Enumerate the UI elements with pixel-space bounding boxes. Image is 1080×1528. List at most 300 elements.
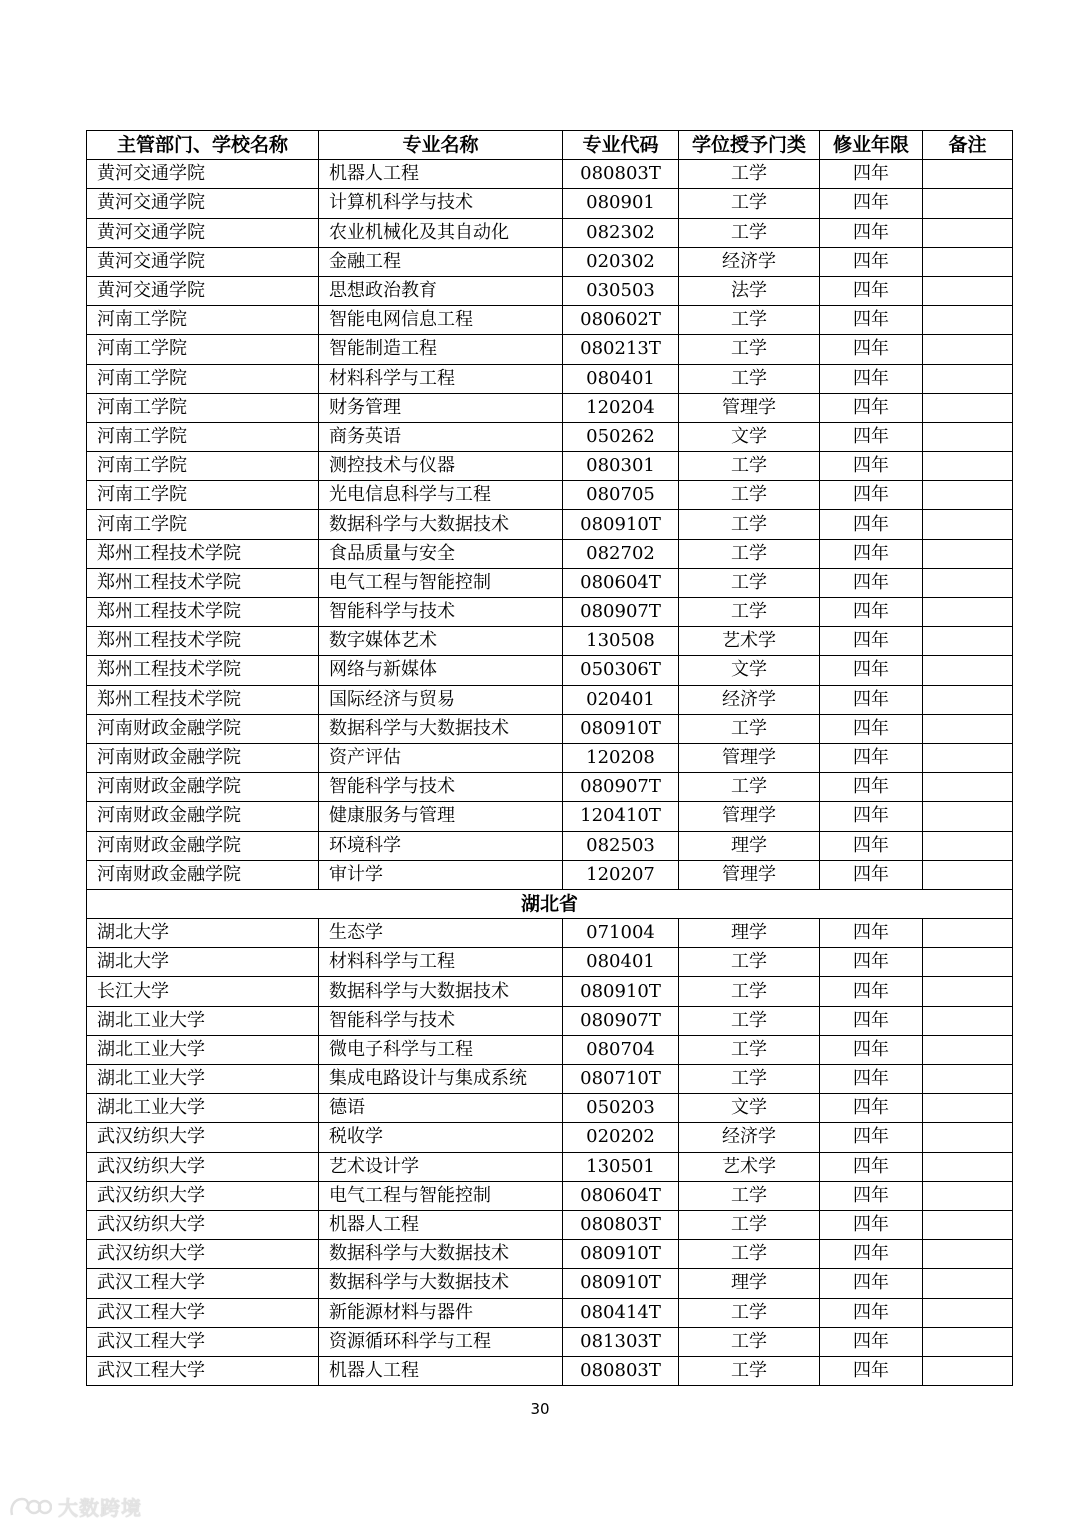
note-cell (923, 743, 1013, 772)
degree-cell: 工学 (679, 1181, 820, 1210)
degree-cell: 经济学 (679, 1123, 820, 1152)
years-cell: 四年 (820, 1006, 923, 1035)
school-cell: 武汉纺织大学 (87, 1123, 319, 1152)
school-cell: 河南工学院 (87, 364, 319, 393)
major-cell: 智能科学与技术 (319, 773, 563, 802)
major-cell: 新能源材料与器件 (319, 1298, 563, 1327)
years-cell: 四年 (820, 1123, 923, 1152)
province-row (87, 889, 1013, 918)
table-row (87, 1327, 1013, 1356)
degree-cell: 工学 (679, 364, 820, 393)
years-cell: 四年 (820, 1298, 923, 1327)
school-cell: 湖北大学 (87, 948, 319, 977)
major-cell: 数据科学与大数据技术 (319, 714, 563, 743)
school-cell: 郑州工程技术学院 (87, 598, 319, 627)
years-cell: 四年 (820, 656, 923, 685)
code-cell: 080704 (563, 1035, 679, 1064)
note-cell (923, 1006, 1013, 1035)
note-cell (923, 1210, 1013, 1239)
years-cell: 四年 (820, 919, 923, 948)
major-cell: 税收学 (319, 1123, 563, 1152)
years-cell: 四年 (820, 831, 923, 860)
note-cell (923, 510, 1013, 539)
note-cell (923, 1181, 1013, 1210)
major-cell: 财务管理 (319, 393, 563, 422)
major-cell: 智能制造工程 (319, 335, 563, 364)
school-cell: 河南财政金融学院 (87, 743, 319, 772)
code-cell: 080907T (563, 773, 679, 802)
degree-cell: 工学 (679, 335, 820, 364)
note-cell (923, 1152, 1013, 1181)
majors-table (86, 130, 1013, 1386)
code-cell: 071004 (563, 919, 679, 948)
school-cell: 湖北工业大学 (87, 1035, 319, 1064)
table-row (87, 656, 1013, 685)
major-cell: 光电信息科学与工程 (319, 481, 563, 510)
code-cell: 050203 (563, 1094, 679, 1123)
degree-cell: 管理学 (679, 802, 820, 831)
degree-cell: 工学 (679, 218, 820, 247)
province-section (87, 889, 1013, 918)
header-school: 主管部门、学校名称 (87, 131, 319, 160)
years-cell: 四年 (820, 510, 923, 539)
code-cell: 082702 (563, 539, 679, 568)
note-cell (923, 656, 1013, 685)
years-cell: 四年 (820, 743, 923, 772)
major-cell: 数据科学与大数据技术 (319, 1269, 563, 1298)
code-cell: 082302 (563, 218, 679, 247)
school-cell: 郑州工程技术学院 (87, 627, 319, 656)
province-name: 湖北省 (87, 889, 1013, 918)
school-cell: 湖北工业大学 (87, 1094, 319, 1123)
logo-icon (8, 1495, 52, 1519)
note-cell (923, 1327, 1013, 1356)
years-cell: 四年 (820, 1356, 923, 1385)
major-cell: 资产评估 (319, 743, 563, 772)
note-cell (923, 539, 1013, 568)
degree-cell: 工学 (679, 773, 820, 802)
note-cell (923, 335, 1013, 364)
school-cell: 武汉工程大学 (87, 1327, 319, 1356)
note-cell (923, 802, 1013, 831)
note-cell (923, 977, 1013, 1006)
years-cell: 四年 (820, 364, 923, 393)
major-cell: 电气工程与智能控制 (319, 1181, 563, 1210)
degree-cell: 工学 (679, 1065, 820, 1094)
note-cell (923, 598, 1013, 627)
table-row (87, 1269, 1013, 1298)
code-cell: 080710T (563, 1065, 679, 1094)
years-cell: 四年 (820, 393, 923, 422)
major-cell: 计算机科学与技术 (319, 189, 563, 218)
note-cell (923, 481, 1013, 510)
table-row (87, 306, 1013, 335)
major-cell: 德语 (319, 1094, 563, 1123)
table-row (87, 160, 1013, 189)
major-cell: 微电子科学与工程 (319, 1035, 563, 1064)
degree-cell: 工学 (679, 977, 820, 1006)
years-cell: 四年 (820, 860, 923, 889)
school-cell: 河南工学院 (87, 335, 319, 364)
school-cell: 武汉工程大学 (87, 1298, 319, 1327)
table-row (87, 1065, 1013, 1094)
degree-cell: 工学 (679, 948, 820, 977)
degree-cell: 法学 (679, 276, 820, 305)
note-cell (923, 568, 1013, 597)
degree-cell: 文学 (679, 656, 820, 685)
degree-cell: 工学 (679, 1298, 820, 1327)
code-cell: 080910T (563, 510, 679, 539)
table-row (87, 1152, 1013, 1181)
years-cell: 四年 (820, 948, 923, 977)
major-cell: 集成电路设计与集成系统 (319, 1065, 563, 1094)
watermark (8, 1492, 142, 1521)
school-cell: 河南财政金融学院 (87, 773, 319, 802)
school-cell: 河南工学院 (87, 481, 319, 510)
years-cell: 四年 (820, 1152, 923, 1181)
years-cell: 四年 (820, 539, 923, 568)
years-cell: 四年 (820, 1181, 923, 1210)
years-cell: 四年 (820, 306, 923, 335)
table-row (87, 422, 1013, 451)
code-cell: 080803T (563, 160, 679, 189)
code-cell: 080910T (563, 977, 679, 1006)
degree-cell: 理学 (679, 1269, 820, 1298)
table-row (87, 364, 1013, 393)
major-cell: 思想政治教育 (319, 276, 563, 305)
note-cell (923, 714, 1013, 743)
years-cell: 四年 (820, 802, 923, 831)
note-cell (923, 1298, 1013, 1327)
degree-cell: 工学 (679, 1240, 820, 1269)
degree-cell: 工学 (679, 598, 820, 627)
degree-cell: 经济学 (679, 247, 820, 276)
degree-cell: 管理学 (679, 860, 820, 889)
major-cell: 网络与新媒体 (319, 656, 563, 685)
table-row (87, 1240, 1013, 1269)
table-body-top (87, 160, 1013, 890)
table-row (87, 919, 1013, 948)
school-cell: 黄河交通学院 (87, 276, 319, 305)
table-row (87, 831, 1013, 860)
table-row (87, 948, 1013, 977)
major-cell: 金融工程 (319, 247, 563, 276)
code-cell: 130501 (563, 1152, 679, 1181)
years-cell: 四年 (820, 452, 923, 481)
years-cell: 四年 (820, 1240, 923, 1269)
code-cell: 020202 (563, 1123, 679, 1152)
major-cell: 机器人工程 (319, 1356, 563, 1385)
code-cell: 080602T (563, 306, 679, 335)
degree-cell: 理学 (679, 831, 820, 860)
table-row (87, 510, 1013, 539)
major-cell: 数据科学与大数据技术 (319, 977, 563, 1006)
years-cell: 四年 (820, 685, 923, 714)
years-cell: 四年 (820, 189, 923, 218)
school-cell: 湖北工业大学 (87, 1065, 319, 1094)
years-cell: 四年 (820, 714, 923, 743)
years-cell: 四年 (820, 422, 923, 451)
table-row (87, 247, 1013, 276)
code-cell: 120410T (563, 802, 679, 831)
degree-cell: 工学 (679, 1006, 820, 1035)
school-cell: 湖北大学 (87, 919, 319, 948)
degree-cell: 工学 (679, 452, 820, 481)
school-cell: 河南财政金融学院 (87, 802, 319, 831)
page-number: 30 (530, 1400, 550, 1418)
note-cell (923, 218, 1013, 247)
degree-cell: 工学 (679, 160, 820, 189)
note-cell (923, 160, 1013, 189)
note-cell (923, 1269, 1013, 1298)
note-cell (923, 1123, 1013, 1152)
major-cell: 材料科学与工程 (319, 364, 563, 393)
school-cell: 郑州工程技术学院 (87, 539, 319, 568)
school-cell: 黄河交通学院 (87, 189, 319, 218)
degree-cell: 理学 (679, 919, 820, 948)
degree-cell: 工学 (679, 568, 820, 597)
code-cell: 080301 (563, 452, 679, 481)
degree-cell: 艺术学 (679, 1152, 820, 1181)
years-cell: 四年 (820, 1035, 923, 1064)
school-cell: 武汉纺织大学 (87, 1181, 319, 1210)
table-row (87, 685, 1013, 714)
years-cell: 四年 (820, 1269, 923, 1298)
degree-cell: 经济学 (679, 685, 820, 714)
major-cell: 智能科学与技术 (319, 1006, 563, 1035)
major-cell: 健康服务与管理 (319, 802, 563, 831)
school-cell: 黄河交通学院 (87, 160, 319, 189)
code-cell: 080401 (563, 948, 679, 977)
table-row (87, 1298, 1013, 1327)
note-cell (923, 1094, 1013, 1123)
school-cell: 河南工学院 (87, 306, 319, 335)
note-cell (923, 860, 1013, 889)
table-row (87, 276, 1013, 305)
code-cell: 080910T (563, 1269, 679, 1298)
code-cell: 130508 (563, 627, 679, 656)
note-cell (923, 919, 1013, 948)
major-cell: 农业机械化及其自动化 (319, 218, 563, 247)
school-cell: 郑州工程技术学院 (87, 656, 319, 685)
degree-cell: 工学 (679, 481, 820, 510)
school-cell: 河南财政金融学院 (87, 831, 319, 860)
code-cell: 120204 (563, 393, 679, 422)
table-row (87, 598, 1013, 627)
code-cell: 082503 (563, 831, 679, 860)
note-cell (923, 189, 1013, 218)
table-row (87, 714, 1013, 743)
table-row (87, 627, 1013, 656)
note-cell (923, 422, 1013, 451)
school-cell: 黄河交通学院 (87, 247, 319, 276)
note-cell (923, 452, 1013, 481)
code-cell: 120207 (563, 860, 679, 889)
note-cell (923, 627, 1013, 656)
school-cell: 湖北工业大学 (87, 1006, 319, 1035)
code-cell: 050262 (563, 422, 679, 451)
code-cell: 080213T (563, 335, 679, 364)
major-cell: 审计学 (319, 860, 563, 889)
years-cell: 四年 (820, 598, 923, 627)
major-cell: 电气工程与智能控制 (319, 568, 563, 597)
years-cell: 四年 (820, 627, 923, 656)
table-row (87, 773, 1013, 802)
years-cell: 四年 (820, 160, 923, 189)
note-cell (923, 247, 1013, 276)
major-cell: 智能科学与技术 (319, 598, 563, 627)
major-cell: 机器人工程 (319, 1210, 563, 1239)
note-cell (923, 1240, 1013, 1269)
header-years: 修业年限 (820, 131, 923, 160)
table-row (87, 802, 1013, 831)
school-cell: 河南财政金融学院 (87, 714, 319, 743)
degree-cell: 工学 (679, 1327, 820, 1356)
school-cell: 河南工学院 (87, 510, 319, 539)
degree-cell: 管理学 (679, 393, 820, 422)
major-cell: 数据科学与大数据技术 (319, 510, 563, 539)
table-row (87, 335, 1013, 364)
major-cell: 国际经济与贸易 (319, 685, 563, 714)
table-row (87, 1035, 1013, 1064)
degree-cell: 工学 (679, 189, 820, 218)
degree-cell: 文学 (679, 422, 820, 451)
code-cell: 080910T (563, 1240, 679, 1269)
degree-cell: 工学 (679, 1035, 820, 1064)
code-cell: 080401 (563, 364, 679, 393)
table-row (87, 393, 1013, 422)
code-cell: 020401 (563, 685, 679, 714)
major-cell: 食品质量与安全 (319, 539, 563, 568)
school-cell: 河南工学院 (87, 393, 319, 422)
school-cell: 武汉工程大学 (87, 1356, 319, 1385)
major-cell: 数字媒体艺术 (319, 627, 563, 656)
code-cell: 080803T (563, 1210, 679, 1239)
note-cell (923, 1065, 1013, 1094)
code-cell: 080907T (563, 598, 679, 627)
code-cell: 080907T (563, 1006, 679, 1035)
school-cell: 黄河交通学院 (87, 218, 319, 247)
header-code: 专业代码 (563, 131, 679, 160)
code-cell: 080604T (563, 1181, 679, 1210)
code-cell: 080901 (563, 189, 679, 218)
major-cell: 测控技术与仪器 (319, 452, 563, 481)
table-row (87, 452, 1013, 481)
table-row (87, 1006, 1013, 1035)
major-cell: 艺术设计学 (319, 1152, 563, 1181)
code-cell: 120208 (563, 743, 679, 772)
code-cell: 020302 (563, 247, 679, 276)
header-major: 专业名称 (319, 131, 563, 160)
code-cell: 080604T (563, 568, 679, 597)
table-row (87, 743, 1013, 772)
years-cell: 四年 (820, 1210, 923, 1239)
table-row (87, 1094, 1013, 1123)
table-row (87, 481, 1013, 510)
major-cell: 生态学 (319, 919, 563, 948)
table-row (87, 1356, 1013, 1385)
school-cell: 河南财政金融学院 (87, 860, 319, 889)
table-row (87, 539, 1013, 568)
major-cell: 机器人工程 (319, 160, 563, 189)
table-row (87, 977, 1013, 1006)
years-cell: 四年 (820, 977, 923, 1006)
major-cell: 智能电网信息工程 (319, 306, 563, 335)
years-cell: 四年 (820, 481, 923, 510)
code-cell: 081303T (563, 1327, 679, 1356)
note-cell (923, 393, 1013, 422)
years-cell: 四年 (820, 568, 923, 597)
code-cell: 080705 (563, 481, 679, 510)
note-cell (923, 1035, 1013, 1064)
note-cell (923, 306, 1013, 335)
code-cell: 080803T (563, 1356, 679, 1385)
school-cell: 郑州工程技术学院 (87, 568, 319, 597)
degree-cell: 工学 (679, 510, 820, 539)
header-note: 备注 (923, 131, 1013, 160)
note-cell (923, 773, 1013, 802)
header-degree: 学位授予门类 (679, 131, 820, 160)
degree-cell: 工学 (679, 1210, 820, 1239)
table-row (87, 1210, 1013, 1239)
school-cell: 武汉纺织大学 (87, 1240, 319, 1269)
years-cell: 四年 (820, 1094, 923, 1123)
code-cell: 050306T (563, 656, 679, 685)
school-cell: 武汉工程大学 (87, 1269, 319, 1298)
code-cell: 080414T (563, 1298, 679, 1327)
years-cell: 四年 (820, 276, 923, 305)
school-cell: 河南工学院 (87, 422, 319, 451)
years-cell: 四年 (820, 218, 923, 247)
code-cell: 030503 (563, 276, 679, 305)
watermark-text: 大数跨境 (58, 1496, 142, 1520)
school-cell: 武汉纺织大学 (87, 1210, 319, 1239)
school-cell: 武汉纺织大学 (87, 1152, 319, 1181)
table-row (87, 189, 1013, 218)
degree-cell: 文学 (679, 1094, 820, 1123)
note-cell (923, 1356, 1013, 1385)
degree-cell: 工学 (679, 539, 820, 568)
note-cell (923, 831, 1013, 860)
years-cell: 四年 (820, 1065, 923, 1094)
table-body-bottom (87, 919, 1013, 1386)
major-cell: 资源循环科学与工程 (319, 1327, 563, 1356)
school-cell: 郑州工程技术学院 (87, 685, 319, 714)
school-cell: 长江大学 (87, 977, 319, 1006)
school-cell: 河南工学院 (87, 452, 319, 481)
note-cell (923, 276, 1013, 305)
table-row (87, 1181, 1013, 1210)
degree-cell: 工学 (679, 1356, 820, 1385)
degree-cell: 艺术学 (679, 627, 820, 656)
note-cell (923, 364, 1013, 393)
note-cell (923, 685, 1013, 714)
code-cell: 080910T (563, 714, 679, 743)
major-cell: 材料科学与工程 (319, 948, 563, 977)
table-header-row (87, 131, 1013, 160)
degree-cell: 工学 (679, 306, 820, 335)
table-row (87, 218, 1013, 247)
table-row (87, 1123, 1013, 1152)
table-row (87, 860, 1013, 889)
degree-cell: 管理学 (679, 743, 820, 772)
major-cell: 数据科学与大数据技术 (319, 1240, 563, 1269)
years-cell: 四年 (820, 247, 923, 276)
major-cell: 商务英语 (319, 422, 563, 451)
years-cell: 四年 (820, 1327, 923, 1356)
years-cell: 四年 (820, 335, 923, 364)
note-cell (923, 948, 1013, 977)
